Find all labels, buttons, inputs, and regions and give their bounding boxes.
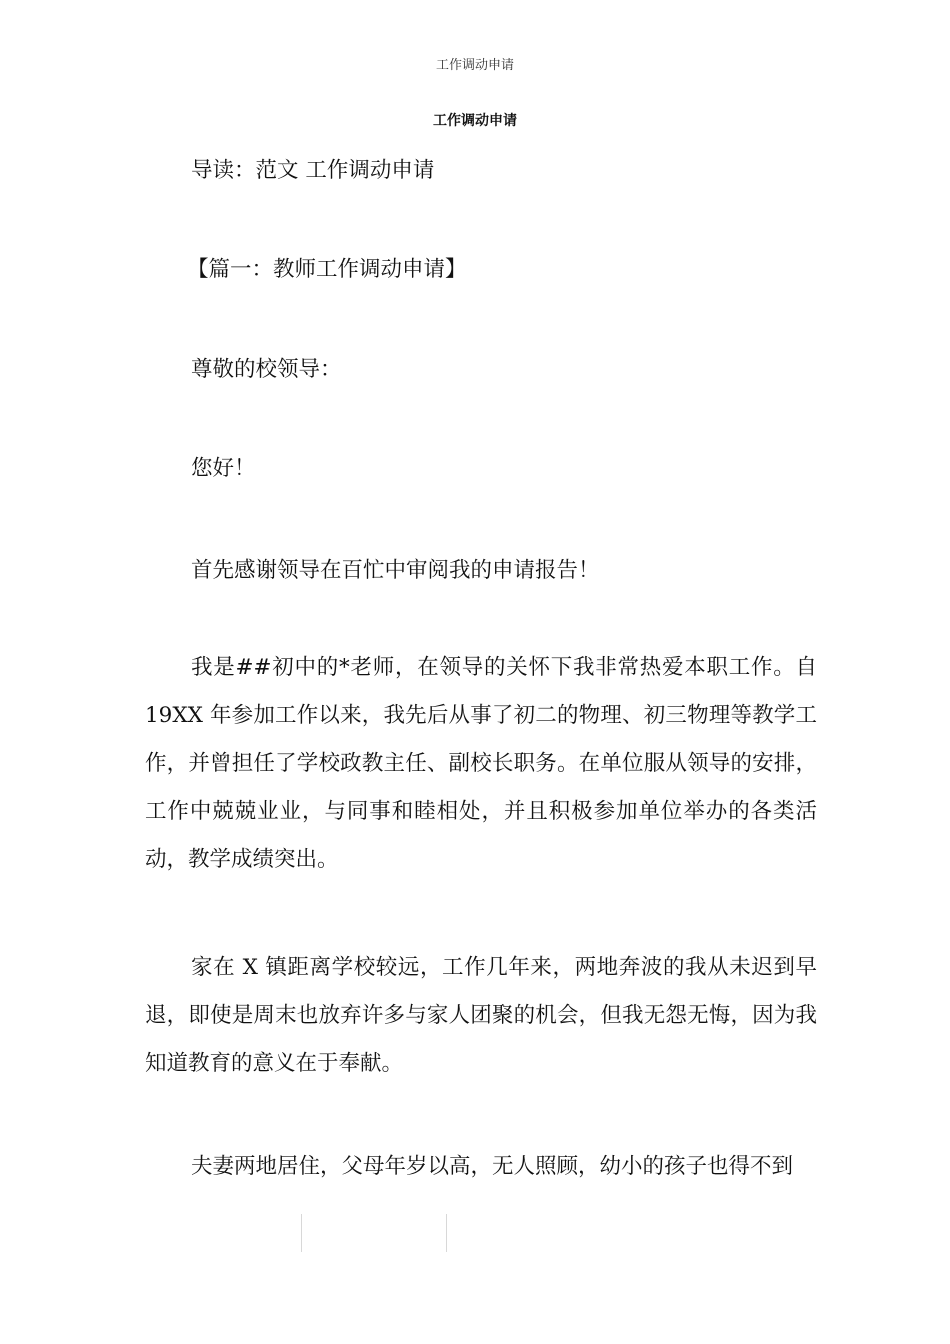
- footer-divider-left: [301, 1214, 302, 1252]
- document-title: 工作调动申请: [433, 113, 517, 129]
- paragraph-thanks: 首先感谢领导在百忙中审阅我的申请报告！: [191, 558, 600, 583]
- paragraph-background: 我是##初中的*老师，在领导的关怀下我非常热爱本职工作。自19XX 年参加工作以来，我先后从事了初二的物理、初三物理等教学工作，并曾担任了学校政教主任、副校长职务。在单位服从领导的安排，工作中兢兢业业，与同事和睦相处，并且积极参加单位举办的各类活动，教学成绩突出。: [145, 655, 817, 872]
- section-heading: 【篇一：教师工作调动申请】: [187, 257, 467, 282]
- paragraph-commute: 家在 X 镇距离学校较远，工作几年来，两地奔波的我从未迟到早退，即使是周末也放弃许多与家人团聚的机会，但我无怨无悔，因为我知道教育的意义在于奉献。: [145, 955, 817, 1076]
- running-header: 工作调动申请: [435, 58, 514, 73]
- intro-line: 导读：范文 工作调动申请: [191, 158, 435, 183]
- paragraph-family: 夫妻两地居住，父母年岁以高，无人照顾，幼小的孩子也得不到: [191, 1154, 794, 1179]
- footer-divider-right: [446, 1214, 447, 1252]
- salutation: 尊敬的校领导：: [191, 357, 342, 382]
- greeting: 您好！: [191, 456, 256, 481]
